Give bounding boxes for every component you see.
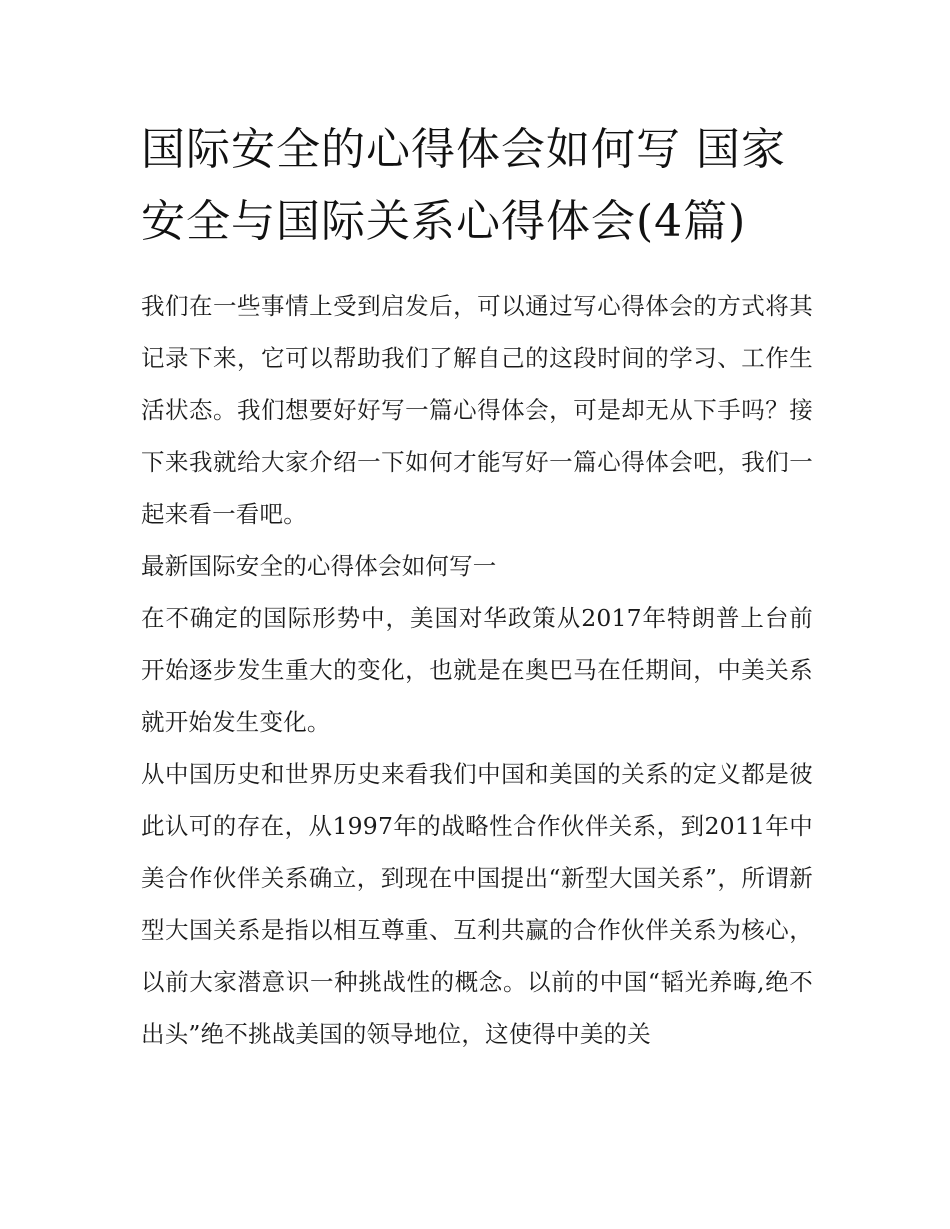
intro-paragraph: 我们在一些事情上受到启发后，可以通过写心得体会的方式将其记录下来，它可以帮助我们了解自己的这段时间的学习、工作生活状态。我们想要好好写一篇心得体会，可是却无从下手吗？接下来我就给大家介绍一下如何才能写好一篇心得体会吧，我们一起来看一看吧。 (141, 292, 813, 528)
section-heading: 最新国际安全的心得体会如何写一 (141, 552, 497, 580)
document-title: 国际安全的心得体会如何写 国家安全与国际关系心得体会(4篇) (141, 124, 786, 247)
document-body (141, 280, 813, 1060)
body-paragraph: 从中国历史和世界历史来看我们中国和美国的关系的定义都是彼此认可的存在，从1997年的战略性合作伙伴关系，到2011年中美合作伙伴关系确立，到现在中国提出“新型大国关系”，所谓新型大国关系是指以相互尊重、互利共赢的合作伙伴关系为核心，以前大家潜意识一种挑战性的概念。以前的中国“韬光养晦,绝不出头”绝不挑战美国的领导地位，这使得中美的关 (141, 760, 813, 1048)
document-page (141, 114, 813, 1060)
body-paragraph: 在不确定的国际形势中，美国对华政策从2017年特朗普上台前开始逐步发生重大的变化，也就是在奥巴马在任期间，中美关系就开始发生变化。 (141, 604, 813, 736)
